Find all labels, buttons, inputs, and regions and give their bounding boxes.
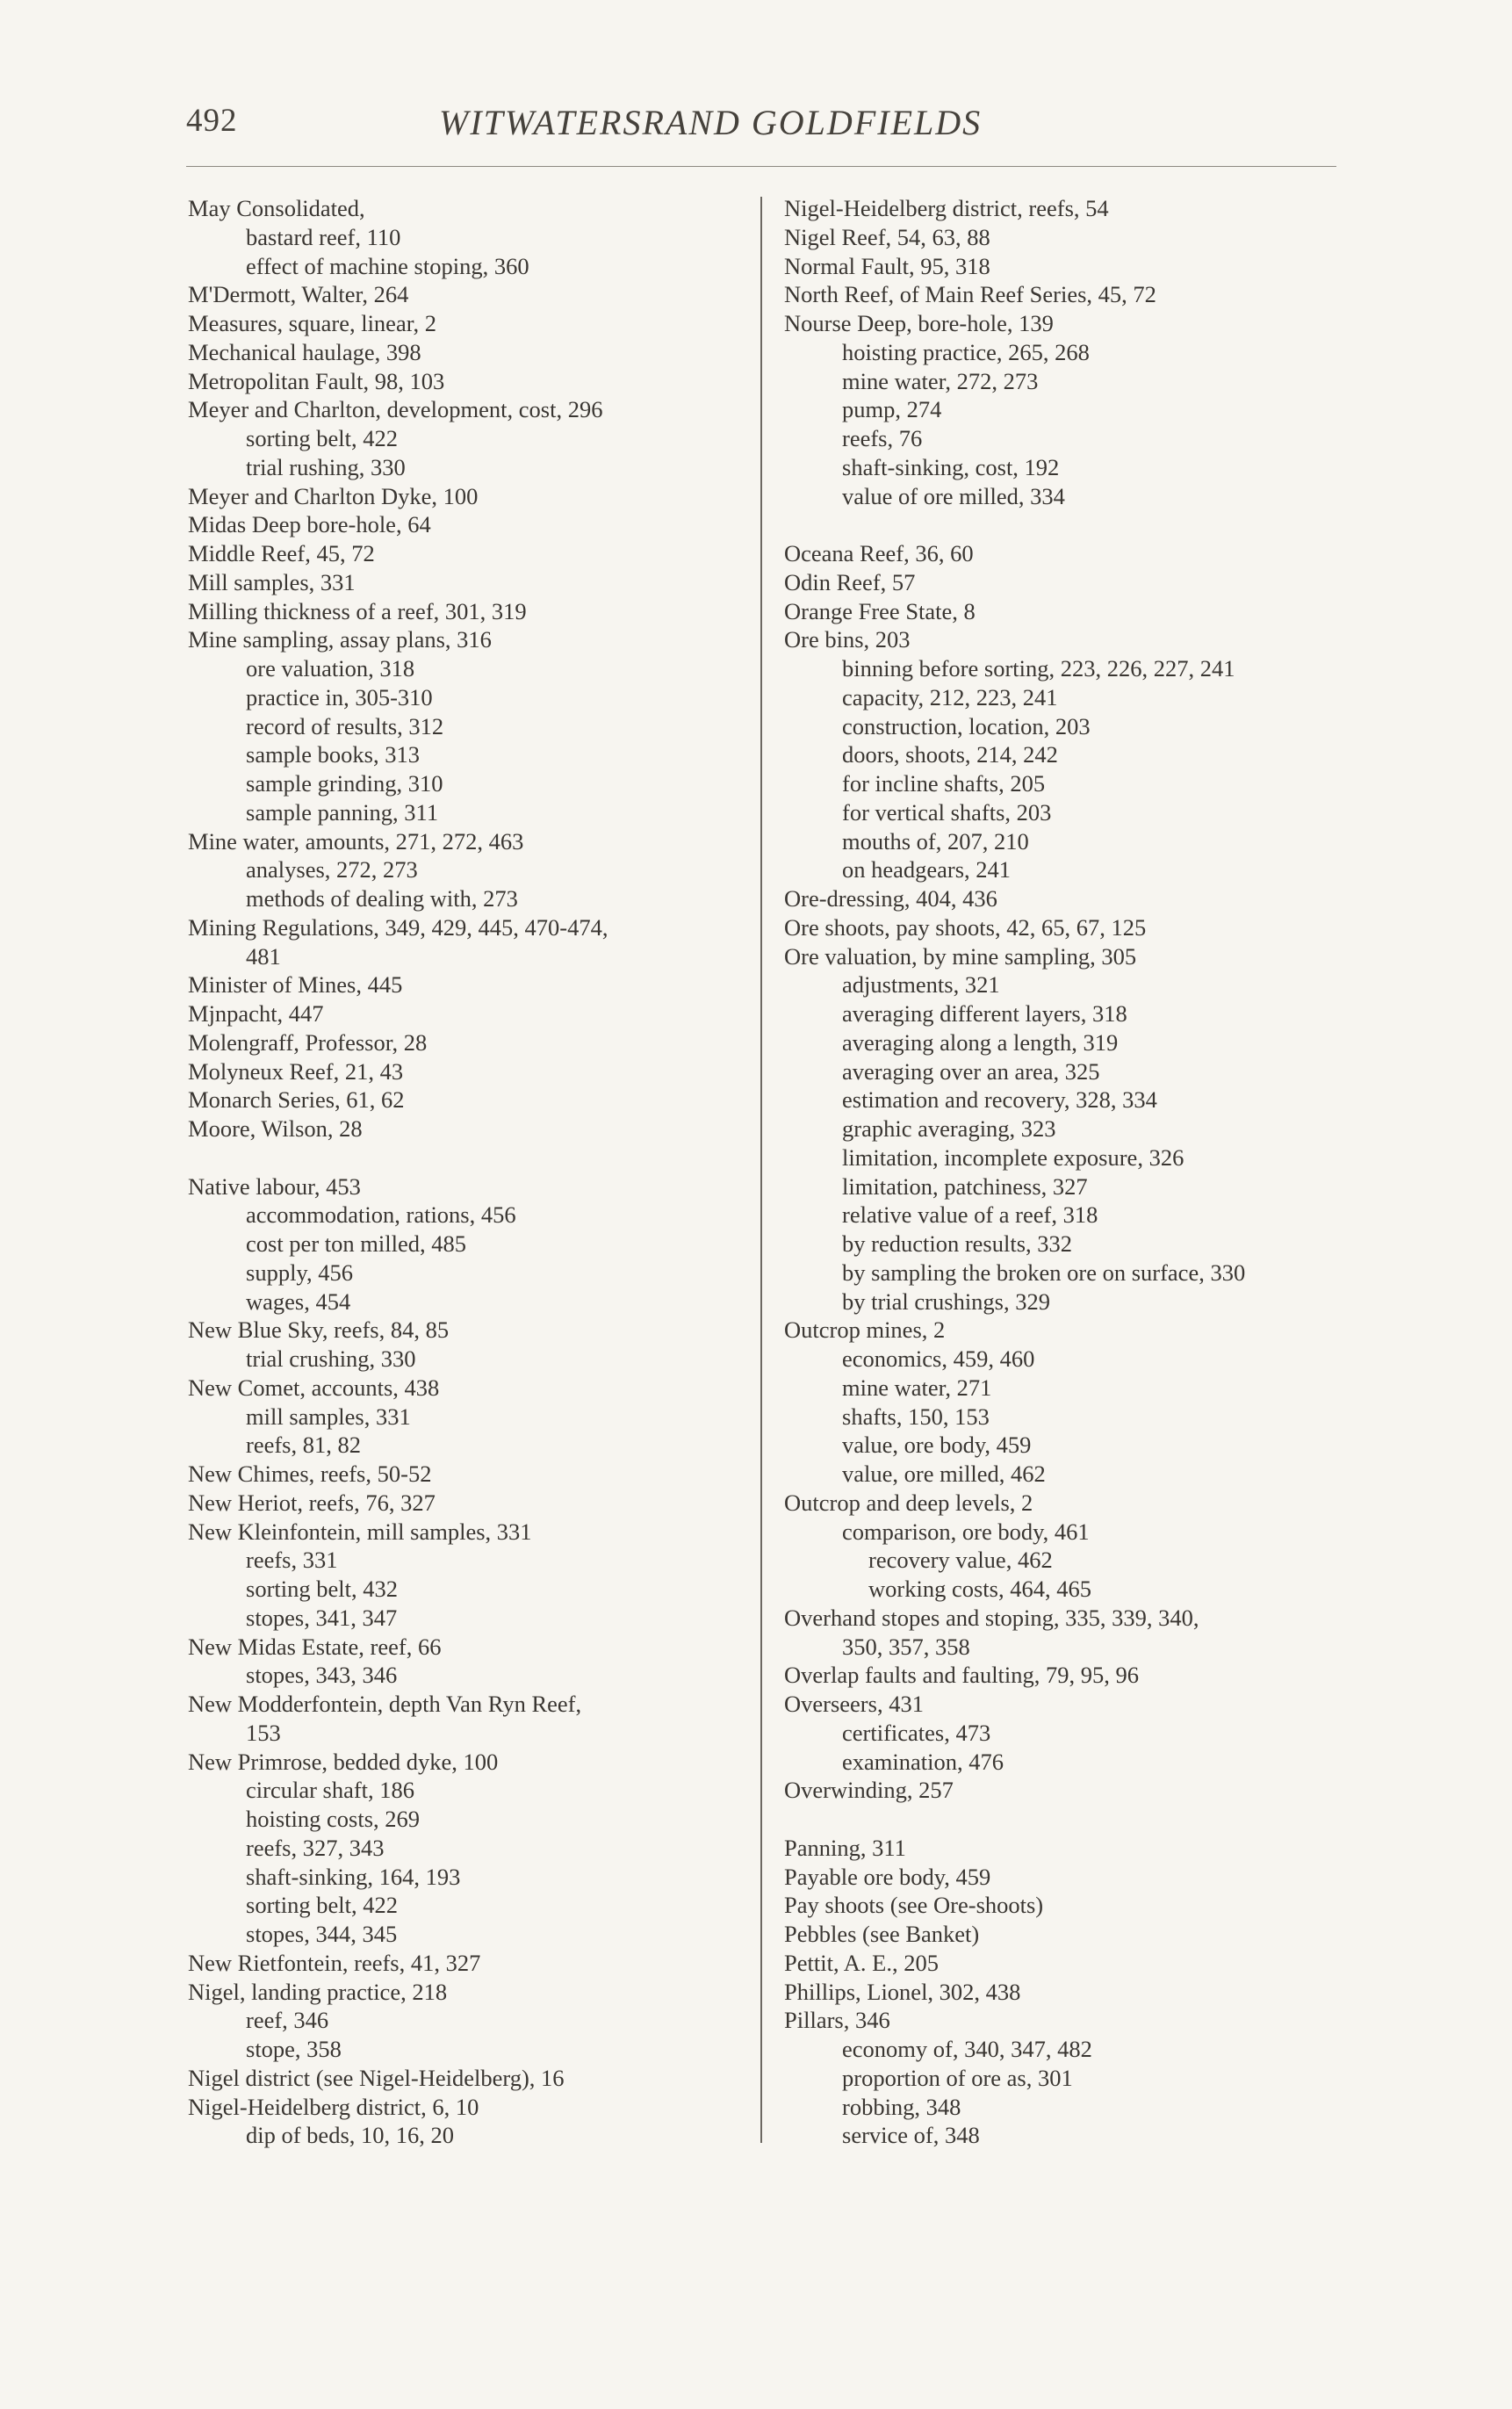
index-subentry xyxy=(188,1575,608,1604)
index-subentry xyxy=(188,740,608,769)
entry-text: averaging over an area, 325 xyxy=(842,1057,1100,1085)
entry-text: for incline shafts, 205 xyxy=(842,770,1046,797)
entry-text: Milling thickness of a reef, 301, 319 xyxy=(188,597,527,624)
index-entry xyxy=(188,1518,608,1547)
index-subentry xyxy=(784,1259,1245,1287)
index-subentry xyxy=(784,654,1245,683)
index-entry xyxy=(188,338,608,367)
entry-text: bastard reef, 110 xyxy=(246,223,401,250)
index-entry xyxy=(784,884,1245,913)
index-subentry xyxy=(188,1891,608,1920)
index-entry xyxy=(188,309,608,338)
index-entry xyxy=(784,1834,1245,1863)
entry-text: Pettit, A. E., 205 xyxy=(784,1949,939,1976)
entry-text: reefs, 76 xyxy=(842,425,923,451)
index-subentry xyxy=(784,740,1245,769)
index-subentry xyxy=(188,683,608,712)
index-entry xyxy=(784,913,1245,942)
index-subentry xyxy=(784,1057,1245,1086)
entry-text: Moore, Wilson, 28 xyxy=(188,1115,363,1142)
entry-text: Mine water, amounts, 271, 272, 463 xyxy=(188,827,524,855)
entry-text: stopes, 341, 347 xyxy=(246,1604,398,1631)
column-divider xyxy=(760,197,762,2143)
index-entry xyxy=(784,1661,1245,1690)
entry-text: mine water, 272, 273 xyxy=(842,367,1039,394)
entry-text: cost per ton milled, 485 xyxy=(246,1230,466,1257)
index-subentry xyxy=(188,2006,608,2035)
entry-text: sorting belt, 422 xyxy=(246,1892,398,1919)
index-entry xyxy=(784,597,1245,626)
entry-text: New Blue Sky, reefs, 84, 85 xyxy=(188,1316,450,1344)
entry-text: pump, 274 xyxy=(842,396,942,423)
index-subentry xyxy=(188,1259,608,1287)
index-column-right xyxy=(784,194,1245,2150)
entry-text: Mjnpacht, 447 xyxy=(188,1000,324,1027)
entry-text: stopes, 343, 346 xyxy=(246,1662,398,1689)
entry-text: hoisting practice, 265, 268 xyxy=(842,338,1090,365)
index-entry xyxy=(784,568,1245,597)
index-entry xyxy=(784,1690,1245,1719)
entry-text: stopes, 344, 345 xyxy=(246,1921,398,1947)
index-subentry xyxy=(784,1719,1245,1748)
index-entry xyxy=(784,2006,1245,2035)
entry-text: on headgears, 241 xyxy=(842,856,1012,884)
entry-text: Mill samples, 331 xyxy=(188,568,356,595)
index-subentry xyxy=(784,1460,1245,1489)
index-entry xyxy=(188,194,608,223)
entry-text: economics, 459, 460 xyxy=(842,1345,1035,1372)
index-subentry xyxy=(188,1604,608,1633)
entry-text: New Primrose, bedded dyke, 100 xyxy=(188,1748,499,1775)
index-subentry xyxy=(188,424,608,453)
index-subentry xyxy=(188,654,608,683)
entry-text: comparison, ore body, 461 xyxy=(842,1518,1090,1545)
entry-text: estimation and recovery, 328, 334 xyxy=(842,1086,1157,1114)
index-entry xyxy=(188,395,608,424)
entry-text: 153 xyxy=(246,1719,281,1746)
index-subentry xyxy=(784,2035,1245,2064)
entry-text: New Kleinfontein, mill samples, 331 xyxy=(188,1518,532,1545)
index-subentry xyxy=(784,1201,1245,1230)
index-subentry xyxy=(188,884,608,913)
index-subentry xyxy=(784,1431,1245,1460)
index-entry xyxy=(784,625,1245,654)
index-subentry xyxy=(188,769,608,798)
index-subentry xyxy=(784,1403,1245,1432)
entry-text: practice in, 305-310 xyxy=(246,683,433,710)
index-subentry xyxy=(784,395,1245,424)
entry-text: averaging along a length, 319 xyxy=(842,1028,1119,1056)
entry-text: Ore valuation, by mine sampling, 305 xyxy=(784,942,1137,970)
index-subentry xyxy=(188,1834,608,1863)
index-subentry xyxy=(784,1172,1245,1201)
index-entry xyxy=(784,252,1245,281)
index-entry xyxy=(188,539,608,568)
entry-text: Minister of Mines, 445 xyxy=(188,971,403,999)
entry-text: record of results, 312 xyxy=(246,712,444,739)
entry-text: limitation, patchiness, 327 xyxy=(842,1172,1088,1200)
entry-text: economy of, 340, 347, 482 xyxy=(842,2036,1092,2062)
entry-text: Nigel-Heidelberg district, reefs, 54 xyxy=(784,195,1109,221)
entry-text: Orange Free State, 8 xyxy=(784,597,976,624)
index-entry xyxy=(188,1460,608,1489)
index-entry xyxy=(784,1978,1245,2007)
entry-text: sorting belt, 422 xyxy=(246,425,398,451)
entry-text: service of, 348 xyxy=(842,2122,980,2149)
index-subentry xyxy=(784,1748,1245,1777)
entry-text: sample grinding, 310 xyxy=(246,770,443,797)
entry-text: shafts, 150, 153 xyxy=(842,1403,990,1430)
entry-text: Payable ore body, 459 xyxy=(784,1863,991,1890)
index-entry xyxy=(188,625,608,654)
index-entry xyxy=(784,280,1245,309)
index-subentry xyxy=(784,424,1245,453)
index-subentry xyxy=(188,1403,608,1432)
entry-text: stope, 358 xyxy=(246,2036,342,2062)
index-subentry xyxy=(188,712,608,741)
index-subentry xyxy=(784,1518,1245,1547)
index-entry xyxy=(784,539,1245,568)
index-subentry xyxy=(784,855,1245,884)
index-entry xyxy=(188,1316,608,1345)
entry-text: ore valuation, 318 xyxy=(246,655,415,682)
entry-text: certificates, 473 xyxy=(842,1719,991,1746)
entry-text: New Rietfontein, reefs, 41, 327 xyxy=(188,1949,481,1976)
index-entry xyxy=(188,568,608,597)
entry-text: Overseers, 431 xyxy=(784,1691,924,1717)
entry-text: Oceana Reef, 36, 60 xyxy=(784,540,974,566)
running-head: WITWATERSRAND GOLDFIELDS xyxy=(439,103,983,142)
entry-text: Middle Reef, 45, 72 xyxy=(188,540,375,566)
entry-text: reef, 346 xyxy=(246,2007,329,2034)
index-entry xyxy=(188,482,608,511)
index-subentry xyxy=(188,453,608,482)
entry-text: circular shaft, 186 xyxy=(246,1777,415,1804)
entry-text: limitation, incomplete exposure, 326 xyxy=(842,1143,1184,1171)
entry-text: May Consolidated, xyxy=(188,195,365,221)
index-subentry xyxy=(188,1431,608,1460)
index-subentry xyxy=(188,1201,608,1230)
index-subentry xyxy=(188,2121,608,2150)
entry-text: Outcrop and deep levels, 2 xyxy=(784,1489,1033,1516)
index-entry xyxy=(188,970,608,999)
entry-text: Phillips, Lionel, 302, 438 xyxy=(784,1978,1021,2005)
entry-text: trial rushing, 330 xyxy=(246,453,406,480)
index-entry xyxy=(784,942,1245,971)
entry-text: averaging different layers, 318 xyxy=(842,1000,1127,1027)
entry-text: analyses, 272, 273 xyxy=(246,856,418,884)
index-entry xyxy=(188,827,608,856)
entry-text: capacity, 212, 223, 241 xyxy=(842,683,1058,710)
index-subentry xyxy=(784,1230,1245,1259)
entry-text: relative value of a reef, 318 xyxy=(842,1201,1098,1229)
entry-text: Metropolitan Fault, 98, 103 xyxy=(188,367,445,394)
index-entry xyxy=(188,2064,608,2093)
index-subentry xyxy=(784,1546,1245,1575)
entry-text: robbing, 348 xyxy=(842,2093,961,2120)
index-subentry xyxy=(784,683,1245,712)
entry-text: shaft-sinking, cost, 192 xyxy=(842,453,1060,480)
entry-text: Monarch Series, 61, 62 xyxy=(188,1086,405,1114)
index-subentry xyxy=(188,1776,608,1805)
entry-text: New Modderfontein, depth Van Ryn Reef, xyxy=(188,1691,582,1717)
entry-text: accommodation, rations, 456 xyxy=(246,1201,516,1229)
entry-text: Nigel-Heidelberg district, 6, 10 xyxy=(188,2093,479,2120)
index-subentry xyxy=(784,338,1245,367)
index-entry xyxy=(784,1863,1245,1892)
index-subentry xyxy=(784,2093,1245,2122)
entry-text: Native labour, 453 xyxy=(188,1172,361,1200)
index-entry xyxy=(784,194,1245,223)
entry-text: Nigel district (see Nigel-Heidelberg), 16 xyxy=(188,2064,565,2091)
index-subentry xyxy=(784,453,1245,482)
index-subentry xyxy=(784,2064,1245,2093)
index-subentry xyxy=(784,1345,1245,1374)
index-entry xyxy=(188,597,608,626)
entry-text: Overhand stopes and stoping, 335, 339, 340, xyxy=(784,1604,1199,1631)
entry-text: Mechanical haulage, 398 xyxy=(188,338,421,365)
entry-text: Pebbles (see Banket) xyxy=(784,1921,980,1947)
index-entry xyxy=(784,1489,1245,1518)
index-entry xyxy=(784,1776,1245,1805)
entry-text: examination, 476 xyxy=(842,1748,1004,1775)
entry-text: Meyer and Charlton Dyke, 100 xyxy=(188,482,479,509)
index-entry xyxy=(188,367,608,396)
index-subentry xyxy=(188,1230,608,1259)
entry-text: supply, 456 xyxy=(246,1259,353,1286)
index-entry xyxy=(188,1489,608,1518)
section-gap xyxy=(188,1143,608,1172)
index-subentry xyxy=(188,1805,608,1834)
index-entry xyxy=(188,1028,608,1057)
entry-text: mill samples, 331 xyxy=(246,1403,411,1430)
entry-text: wages, 454 xyxy=(246,1287,351,1315)
entry-text: doors, shoots, 214, 242 xyxy=(842,741,1058,768)
entry-text: Molyneux Reef, 21, 43 xyxy=(188,1057,404,1085)
index-entry xyxy=(188,1172,608,1201)
entry-text: Mine sampling, assay plans, 316 xyxy=(188,626,492,653)
page-number: 492 xyxy=(186,103,238,139)
index-entry xyxy=(784,223,1245,252)
index-subentry xyxy=(784,712,1245,741)
index-subentry xyxy=(188,252,608,281)
entry-text: Panning, 311 xyxy=(784,1834,906,1861)
index-entry xyxy=(784,309,1245,338)
index-subentry xyxy=(784,769,1245,798)
entry-text: adjustments, 321 xyxy=(842,971,1000,999)
entry-text: graphic averaging, 323 xyxy=(842,1115,1056,1142)
index-subentry xyxy=(188,1345,608,1374)
index-subentry xyxy=(188,855,608,884)
index-entry xyxy=(188,1978,608,2007)
entry-text: Outcrop mines, 2 xyxy=(784,1316,946,1344)
index-subentry xyxy=(188,223,608,252)
entry-text: value of ore milled, 334 xyxy=(842,482,1065,509)
index-subentry xyxy=(784,482,1245,511)
entry-text: Nigel Reef, 54, 63, 88 xyxy=(784,223,990,250)
entry-text: dip of beds, 10, 16, 20 xyxy=(246,2122,455,2149)
entry-text: binning before sorting, 223, 226, 227, 241 xyxy=(842,655,1235,682)
entry-text: reefs, 81, 82 xyxy=(246,1432,361,1459)
entry-text: by reduction results, 332 xyxy=(842,1230,1073,1257)
entry-text: hoisting costs, 269 xyxy=(246,1806,421,1832)
index-subentry xyxy=(188,798,608,827)
entry-text: Overlap faults and faulting, 79, 95, 96 xyxy=(784,1662,1140,1689)
index-entry xyxy=(188,999,608,1028)
index-subentry xyxy=(188,1661,608,1690)
index-entry xyxy=(188,280,608,309)
index-entry xyxy=(188,1949,608,1978)
entry-text: by sampling the broken ore on surface, 330 xyxy=(842,1259,1246,1286)
entry-text: recovery value, 462 xyxy=(868,1547,1053,1574)
index-entry xyxy=(188,2093,608,2122)
entry-text: working costs, 464, 465 xyxy=(868,1576,1091,1602)
entry-text: Odin Reef, 57 xyxy=(784,568,916,595)
index-subentry xyxy=(784,1114,1245,1143)
entry-text: sorting belt, 432 xyxy=(246,1576,398,1602)
entry-text: New Midas Estate, reef, 66 xyxy=(188,1633,442,1660)
entry-text: New Chimes, reefs, 50-52 xyxy=(188,1461,432,1487)
index-subentry xyxy=(784,367,1245,396)
entry-text: Normal Fault, 95, 318 xyxy=(784,252,990,279)
entry-text: Pillars, 346 xyxy=(784,2007,890,2034)
entry-text: Nigel, landing practice, 218 xyxy=(188,1978,448,2005)
index-entry xyxy=(188,1085,608,1114)
index-entry xyxy=(188,913,608,942)
entry-text: shaft-sinking, 164, 193 xyxy=(246,1863,461,1890)
index-subentry xyxy=(784,1374,1245,1403)
index-subentry xyxy=(188,1546,608,1575)
entry-text: sample books, 313 xyxy=(246,741,420,768)
entry-text: Nourse Deep, bore-hole, 139 xyxy=(784,310,1054,336)
index-subentry xyxy=(784,970,1245,999)
section-gap xyxy=(784,510,1245,539)
index-subentry xyxy=(784,2121,1245,2150)
index-subentry xyxy=(784,827,1245,856)
index-subentry xyxy=(784,1143,1245,1172)
index-subentry xyxy=(784,1085,1245,1114)
entry-text: mouths of, 207, 210 xyxy=(842,827,1029,855)
index-entry xyxy=(784,1604,1245,1633)
index-subentry xyxy=(188,2035,608,2064)
entry-text: Midas Deep bore-hole, 64 xyxy=(188,511,431,538)
index-subentry xyxy=(188,1287,608,1316)
index-column-left xyxy=(188,194,608,2150)
entry-text: proportion of ore as, 301 xyxy=(842,2064,1073,2091)
entry-text: for vertical shafts, 203 xyxy=(842,798,1052,826)
entry-text: 481 xyxy=(246,942,281,970)
entry-text: 350, 357, 358 xyxy=(842,1633,970,1660)
entry-text: Mining Regulations, 349, 429, 445, 470-474, xyxy=(188,913,608,941)
entry-text: reefs, 327, 343 xyxy=(246,1834,385,1861)
index-subentry xyxy=(188,1719,608,1748)
index-subentry xyxy=(784,1575,1245,1604)
entry-text: mine water, 271 xyxy=(842,1374,992,1401)
entry-text: effect of machine stoping, 360 xyxy=(246,252,529,279)
index-subentry xyxy=(188,1920,608,1949)
index-entry xyxy=(784,1316,1245,1345)
entry-text: reefs, 331 xyxy=(246,1547,338,1574)
index-subentry xyxy=(784,1287,1245,1316)
index-entry xyxy=(784,1949,1245,1978)
header-rule xyxy=(186,166,1336,167)
entry-text: M'Dermott, Walter, 264 xyxy=(188,281,409,308)
index-entry xyxy=(188,510,608,539)
index-subentry xyxy=(784,798,1245,827)
entry-text: Measures, square, linear, 2 xyxy=(188,310,436,336)
entry-text: Molengraff, Professor, 28 xyxy=(188,1028,428,1056)
entry-text: value, ore body, 459 xyxy=(842,1432,1032,1459)
index-entry xyxy=(188,1114,608,1143)
entry-text: Ore-dressing, 404, 436 xyxy=(784,885,997,912)
entry-text: Pay shoots (see Ore-shoots) xyxy=(784,1892,1044,1919)
section-gap xyxy=(784,1805,1245,1834)
index-subentry xyxy=(784,1028,1245,1057)
entry-text: methods of dealing with, 273 xyxy=(246,885,518,912)
index-subentry xyxy=(784,1633,1245,1662)
index-entry xyxy=(188,1374,608,1403)
entry-text: North Reef, of Main Reef Series, 45, 72 xyxy=(784,281,1156,308)
entry-text: Ore bins, 203 xyxy=(784,626,911,653)
entry-text: trial crushing, 330 xyxy=(246,1345,416,1372)
index-entry xyxy=(784,1891,1245,1920)
entry-text: sample panning, 311 xyxy=(246,798,439,826)
index-entry xyxy=(188,1748,608,1777)
index-entry xyxy=(188,1633,608,1662)
entry-text: construction, location, 203 xyxy=(842,712,1091,739)
index-subentry xyxy=(188,1863,608,1892)
entry-text: Meyer and Charlton, development, cost, 296 xyxy=(188,396,603,423)
index-entry xyxy=(188,1690,608,1719)
entry-text: by trial crushings, 329 xyxy=(842,1287,1050,1315)
entry-text: New Comet, accounts, 438 xyxy=(188,1374,440,1401)
index-entry xyxy=(188,1057,608,1086)
index-subentry xyxy=(188,942,608,971)
index-subentry xyxy=(784,999,1245,1028)
entry-text: Ore shoots, pay shoots, 42, 65, 67, 125 xyxy=(784,913,1147,941)
entry-text: value, ore milled, 462 xyxy=(842,1461,1046,1487)
entry-text: New Heriot, reefs, 76, 327 xyxy=(188,1489,436,1516)
index-entry xyxy=(784,1920,1245,1949)
entry-text: Overwinding, 257 xyxy=(784,1777,954,1804)
